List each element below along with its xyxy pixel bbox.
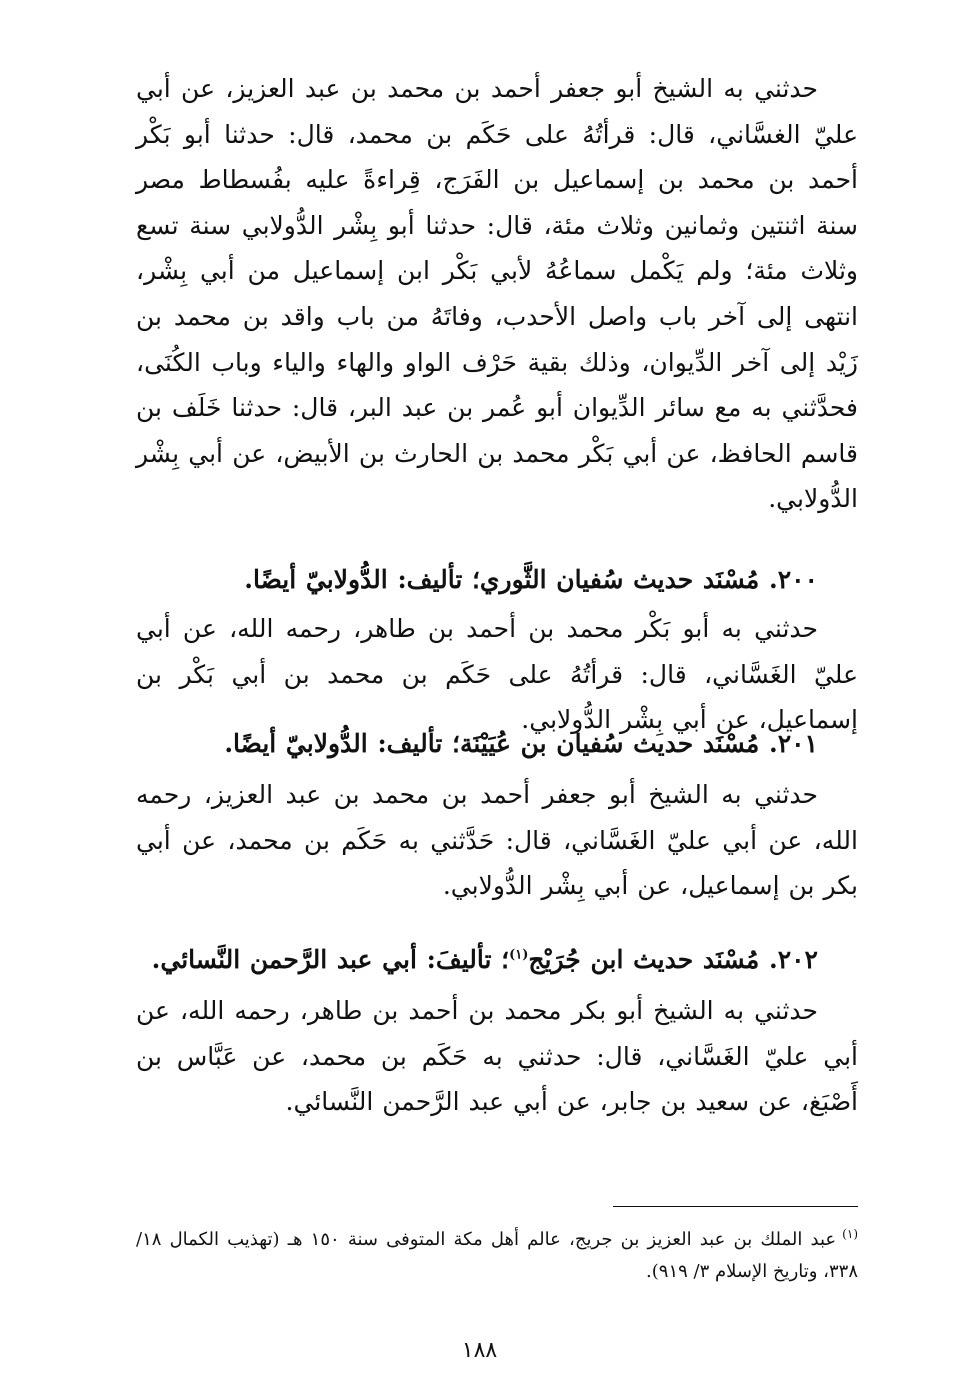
footnote-number: (١)	[842, 1227, 858, 1241]
footnote-reference[interactable]: (١)	[509, 947, 529, 963]
entry-200-body: حدثني به أبو بَكْر محمد بن أحمد بن طاهر، رحمه الله، عن أبي عليّ الغَسَّاني، قال: قرأتُهُ على حَكَم بن محمد بن أبي بَكْر بن إسماعيل، عن أبي بِشْر الدُّولابي.	[136, 614, 858, 735]
entry-201-body: حدثني به الشيخ أبو جعفر أحمد بن محمد بن عبد العزيز، رحمه الله، عن أبي عليّ الغَسَّاني، قال: حَدَّثني به حَكَم بن محمد، عن أبي بكر بن إسماعيل، عن أبي بِشْر الدُّولابي.	[136, 780, 858, 901]
entry-author: ؛ تأليفَ: أبي عبد الرَّحمن النَّسائي.	[151, 945, 510, 974]
entry-number: ٢٠٠.	[768, 565, 818, 594]
footnote-text: عبد الملك بن عبد العزيز بن جريج، عالم أهل مكة المتوفى سنة ١٥٠ هـ (تهذيب الكمال ١٨/ ٣٣٨، وتاريخ الإسلام ٣/ ٩١٩).	[136, 1229, 858, 1282]
entry-title: مُسْنَد حديث سُفيان بن عُيَيْنَة؛ تأليف:	[377, 729, 760, 758]
entry-author: الدُّولابيّ أيضًا.	[244, 565, 388, 594]
intro-paragraph: حدثني به الشيخ أبو جعفر أحمد بن محمد بن عبد العزيز، عن أبي عليّ الغسَّاني، قال: قرأتُهُ على حَكَم بن محمد، قال: حدثنا أبو بَكْر أحمد بن محمد بن إسماعيل بن الفَرَج، قِراءةً عليه بفُسطاط مصر سنة اثنتين وثمانين وثلاث مئة، قال: حدثنا أبو بِشْر الدُّولابي سنة تسع وثلاث مئة؛ ولم يَكْمل سماعُهُ لأبي بَكْر ابن إسماعيل من أبي بِشْر، انتهى إلى آخر باب واصل الأحدب، وفاتَهُ من باب واقد بن محمد بن زَيْد إلى آخر الدِّيوان، وذلك بقية حَرْف الواو والهاء والياء وباب الكُنَى، فحدَّثني به مع سائر الدِّيوان أبو عُمر بن عبد البر، قال: حدثنا خَلَف بن قاسم الحافظ، عن أبي بَكْر محمد بن الحارث بن الأبيض، عن أبي بِشْر الدُّولابي.	[136, 74, 858, 514]
entry-201-heading	[136, 721, 858, 767]
entry-number: ٢٠١.	[768, 729, 818, 758]
entry-202-heading-block	[136, 937, 858, 983]
entry-number: ٢٠٢.	[768, 945, 818, 974]
entry-201-heading-block	[136, 721, 858, 767]
intro-paragraph-block	[136, 66, 858, 522]
entry-201-body-block	[136, 772, 858, 909]
entry-200-heading	[136, 557, 858, 603]
entry-200-heading-block	[136, 557, 858, 603]
footnote	[136, 1218, 858, 1288]
entry-202-body-block	[136, 988, 858, 1125]
page-number: ١٨٨	[461, 1338, 498, 1363]
entry-title: مُسْنَد حديث ابن جُرَيْج	[528, 945, 760, 974]
entry-author: الدُّولابيّ أيضًا.	[224, 729, 368, 758]
entry-202-body: حدثني به الشيخ أبو بكر محمد بن أحمد بن طاهر، رحمه الله، عن أبي عليّ الغَسَّاني، قال: حدثني به حَكَم بن محمد، عن عَبَّاس بن أَصْبَغ، عن سعيد بن جابر، عن أبي عبد الرَّحمن النَّسائي.	[136, 996, 858, 1117]
entry-title: مُسْنَد حديث سُفيان الثَّوري؛ تأليف:	[397, 565, 760, 594]
footnote-separator	[613, 1206, 858, 1207]
entry-202-heading	[136, 937, 858, 983]
